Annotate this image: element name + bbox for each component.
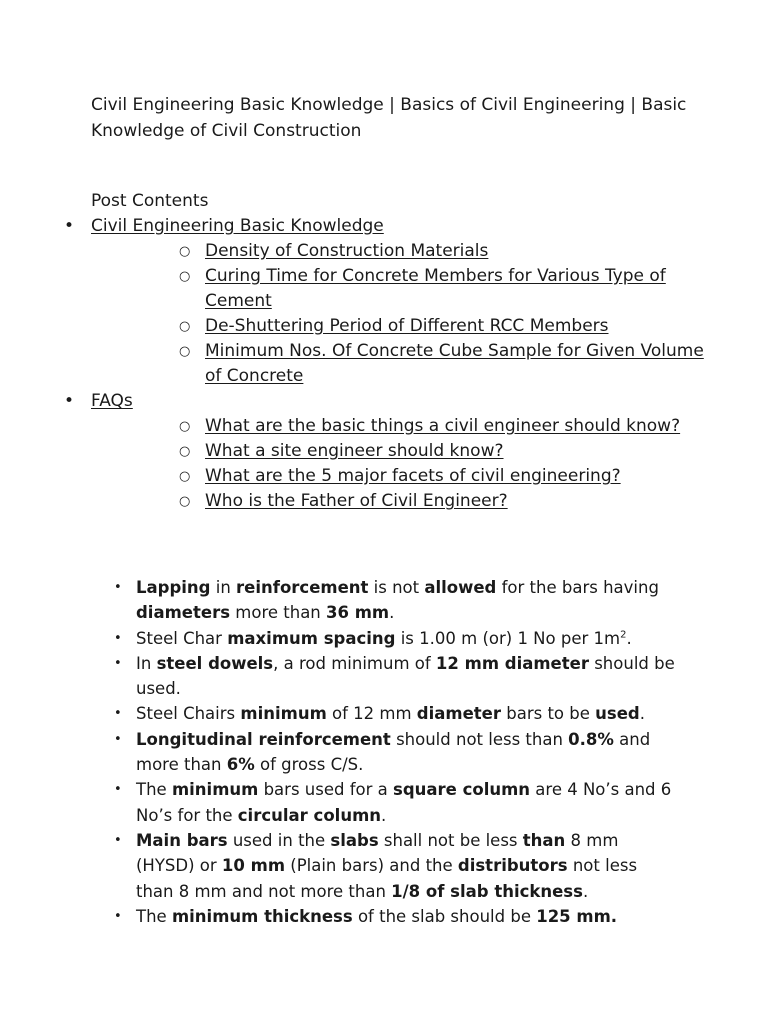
circle-bullet-icon: ○: [179, 469, 191, 484]
toc-section-civil-engineering: [0, 214, 768, 389]
toc-sublist: [91, 414, 768, 514]
note-item: [0, 575, 676, 626]
notes-list: [0, 575, 768, 929]
note-text: of gross C/S.: [254, 755, 364, 775]
note-bold-text: Lapping: [136, 578, 211, 597]
note-text: , a rod minimum of: [273, 653, 436, 673]
note-item: [0, 626, 676, 651]
toc-link-faq-five-facets[interactable]: What are the 5 major facets of civil engineering?: [205, 466, 621, 486]
note-text: in: [210, 578, 237, 597]
toc-section-faqs: [0, 389, 768, 514]
note-text: should be used.: [136, 653, 675, 699]
note-text: more than: [230, 603, 327, 623]
note-text: Steel Chairs: [136, 704, 241, 724]
table-of-contents: [0, 214, 768, 514]
note-text: .: [582, 881, 589, 901]
note-text: of 12 mm: [326, 704, 417, 724]
note-bold-text: reinforcement: [236, 578, 369, 597]
note-bold-text: distributors: [457, 856, 568, 876]
note-text: .: [639, 704, 645, 724]
bullet-icon: •: [114, 832, 122, 848]
note-text: and more than: [136, 729, 651, 775]
toc-sublist: [91, 239, 768, 389]
bullet-icon: •: [114, 630, 122, 646]
note-bold-text: diameter: [416, 704, 501, 724]
toc-subitem: [91, 439, 725, 464]
note-bold-text: diameters: [136, 603, 231, 623]
note-text: .: [626, 628, 632, 648]
toc-link-curing-time[interactable]: Curing Time for Concrete Members for Various Type of Cement: [205, 266, 666, 311]
bullet-icon: •: [114, 655, 122, 671]
toc-subitem: [91, 414, 725, 439]
toc-link-density[interactable]: Density of Construction Materials: [205, 241, 489, 261]
note-item: [0, 904, 676, 929]
note-text: .: [389, 603, 395, 623]
note-text: The: [136, 780, 172, 800]
note-text: of the slab should be: [352, 906, 537, 926]
note-text: In: [136, 653, 157, 673]
note-bold-text: Main bars: [136, 830, 228, 850]
circle-bullet-icon: ○: [179, 344, 191, 359]
toc-subitem: [91, 264, 725, 314]
toc-subitem: [91, 464, 725, 489]
note-bold-text: 10 mm: [221, 856, 286, 876]
note-bold-text: 0.8%: [568, 729, 614, 749]
toc-link-faqs[interactable]: FAQs: [91, 391, 133, 411]
note-item: [0, 828, 676, 904]
note-item: [0, 701, 676, 726]
note-text: The: [136, 906, 172, 926]
circle-bullet-icon: ○: [179, 269, 191, 284]
note-bold-text: 36 mm: [326, 603, 390, 623]
note-item: [0, 777, 676, 828]
toc-link-cube-sample[interactable]: Minimum Nos. Of Concrete Cube Sample for Given Volume of Concrete: [205, 341, 704, 386]
bullet-icon: •: [64, 216, 75, 236]
circle-bullet-icon: ○: [179, 419, 191, 434]
toc-link-faq-site-engineer[interactable]: What a site engineer should know?: [205, 441, 504, 461]
bullet-icon: •: [114, 908, 122, 924]
note-bold-text: 6%: [226, 755, 255, 775]
note-text: used in the: [227, 830, 331, 850]
bullet-icon: •: [114, 782, 122, 798]
note-bold-text: 12 mm diameter: [435, 653, 589, 673]
toc-subitem: [91, 239, 725, 264]
bullet-icon: •: [114, 580, 122, 595]
circle-bullet-icon: ○: [179, 444, 191, 459]
note-text: for the bars having: [496, 578, 659, 597]
toc-link-faq-basic-things[interactable]: What are the basic things a civil engineer should know?: [205, 416, 681, 436]
note-text: should not less than: [390, 729, 569, 749]
note-bold-text: Longitudinal reinforcement: [136, 729, 391, 749]
note-text: are 4 No’s and 6 No’s for the: [136, 780, 672, 825]
toc-link-faq-father[interactable]: Who is the Father of Civil Engineer?: [205, 491, 508, 511]
toc-subitem: [91, 339, 725, 389]
note-text: 2: [620, 629, 627, 641]
note-text: not less than 8 mm and not more than: [136, 856, 638, 901]
note-bold-text: maximum spacing: [227, 628, 396, 648]
note-bold-text: minimum: [240, 704, 327, 724]
circle-bullet-icon: ○: [179, 319, 191, 334]
page-title: Civil Engineering Basic Knowledge | Basics of Civil Engineering | Basic Knowledge of Civil Construction: [91, 95, 687, 141]
note-bold-text: steel dowels: [156, 653, 274, 673]
circle-bullet-icon: ○: [179, 494, 191, 509]
toc-link-de-shuttering[interactable]: De-Shuttering Period of Different RCC Members: [205, 316, 609, 336]
note-text: 8 mm (HYSD) or: [136, 830, 619, 876]
note-bold-text: slabs: [330, 830, 379, 850]
note-text: bars to be: [501, 704, 596, 724]
toc-subitem: [91, 314, 725, 339]
note-bold-text: minimum: [171, 780, 259, 800]
note-text: .: [381, 805, 387, 825]
note-bold-text: used: [595, 704, 640, 724]
note-bold-text: circular column: [237, 805, 382, 825]
toc-subitem: [91, 489, 725, 514]
note-bold-text: 1/8 of slab thickness: [391, 881, 583, 901]
bullet-icon: •: [64, 391, 75, 411]
note-text: is 1.00 m (or) 1 No per 1m: [395, 628, 621, 648]
note-text: shall not be less: [378, 830, 523, 850]
note-bold-text: than: [522, 830, 566, 850]
bullet-icon: •: [114, 706, 122, 722]
toc-heading: Post Contents: [91, 191, 209, 211]
note-text: is not: [368, 578, 425, 597]
note-bold-text: 125 mm.: [536, 906, 618, 926]
note-bold-text: minimum thickness: [171, 906, 353, 926]
note-text: (Plain bars) and the: [285, 856, 458, 876]
bullet-icon: •: [114, 731, 122, 747]
toc-link-civil-engineering-basic-knowledge[interactable]: Civil Engineering Basic Knowledge: [91, 216, 384, 236]
circle-bullet-icon: ○: [179, 244, 191, 259]
note-bold-text: square column: [393, 780, 531, 800]
note-bold-text: allowed: [424, 578, 497, 597]
note-text: bars used for a: [258, 780, 393, 800]
note-item: [0, 651, 676, 702]
note-item: [0, 727, 676, 778]
note-text: Steel Char: [136, 628, 228, 648]
